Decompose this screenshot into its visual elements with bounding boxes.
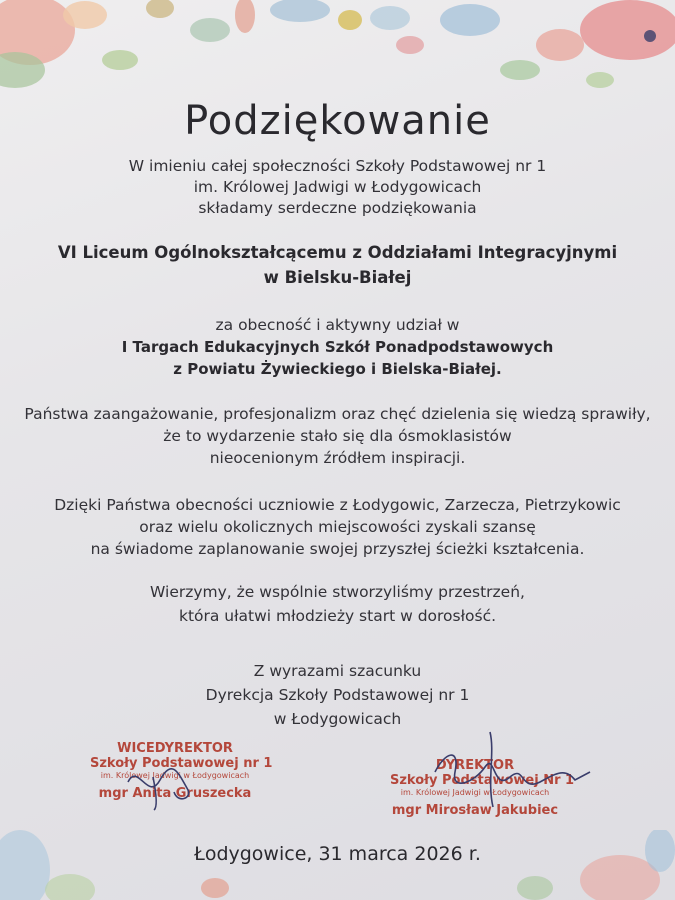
stamp-right-name: mgr Mirosław Jakubiec [391, 803, 559, 818]
paragraph2-line-2: oraz wielu okolicznych miejscowości zyskali szansę [139, 518, 536, 536]
document-date: Łodygowice, 31 marca 2026 r. [194, 843, 481, 865]
signature-left [118, 752, 208, 812]
reason-line-1: za obecność i aktywny udział w [215, 316, 460, 334]
signature-right [415, 712, 615, 812]
intro-line-3: składamy serdeczne podziękowania [198, 199, 477, 217]
closing-line-1: Z wyrazami szacunku [253, 662, 422, 680]
stamp-right-role: DYREKTOR [435, 758, 515, 773]
intro-line-1: W imieniu całej społeczności Szkoły Podstawowej nr 1 [128, 157, 547, 175]
recipient-line-2: w Bielsku-Białej [263, 268, 412, 287]
stamp-left-school: Szkoły Podstawowej nr 1 [90, 756, 273, 771]
stamp-left-role: WICEDYREKTOR [117, 741, 233, 756]
stamp-left-patron: im. Królowej Jadwigi w Łodygowicach [100, 771, 250, 780]
reason-line-3: z Powiatu Żywieckiego i Bielska-Białej. [173, 360, 502, 378]
stamp-left-name: mgr Anita Gruszecka [98, 786, 252, 801]
page-title: Podziękowanie [184, 98, 491, 144]
recipient-line-1: VI Liceum Ogólnokształcącemu z Oddziałami Integracyjnymi [57, 243, 618, 262]
stamp-right-school: Szkoły Podstawowej Nr 1 [390, 773, 575, 788]
intro-line-2: im. Królowej Jadwigi w Łodygowicach [193, 178, 482, 196]
closing-line-2: Dyrekcja Szkoły Podstawowej nr 1 [205, 686, 470, 704]
paragraph2-line-1: Dzięki Państwa obecności uczniowie z Łodygowic, Zarzecza, Pietrzykowic [54, 496, 621, 514]
paragraph3-line-1: Wierzymy, że wspólnie stworzyliśmy przestrzeń, [150, 583, 525, 601]
paragraph3-line-2: która ułatwi młodzieży start w dorosłość. [178, 607, 497, 625]
reason-line-2: I Targach Edukacyjnych Szkół Ponadpodstawowych [121, 338, 554, 356]
stamp-right-patron: im. Królowej Jadwigi w Łodygowicach [400, 788, 550, 797]
paragraph1-line-3: nieocenionym źródłem inspiracji. [209, 449, 466, 467]
closing-line-3: w Łodygowicach [273, 710, 402, 728]
paragraph1-line-2: że to wydarzenie stało się dla ósmoklasistów [163, 427, 512, 445]
floral-border-bottom [0, 830, 675, 900]
paragraph1-line-1: Państwa zaangażowanie, profesjonalizm oraz chęć dzielenia się wiedzą sprawiły, [24, 405, 651, 423]
paragraph2-line-3: na świadome zaplanowanie swojej przyszłej ścieżki kształcenia. [90, 540, 585, 558]
